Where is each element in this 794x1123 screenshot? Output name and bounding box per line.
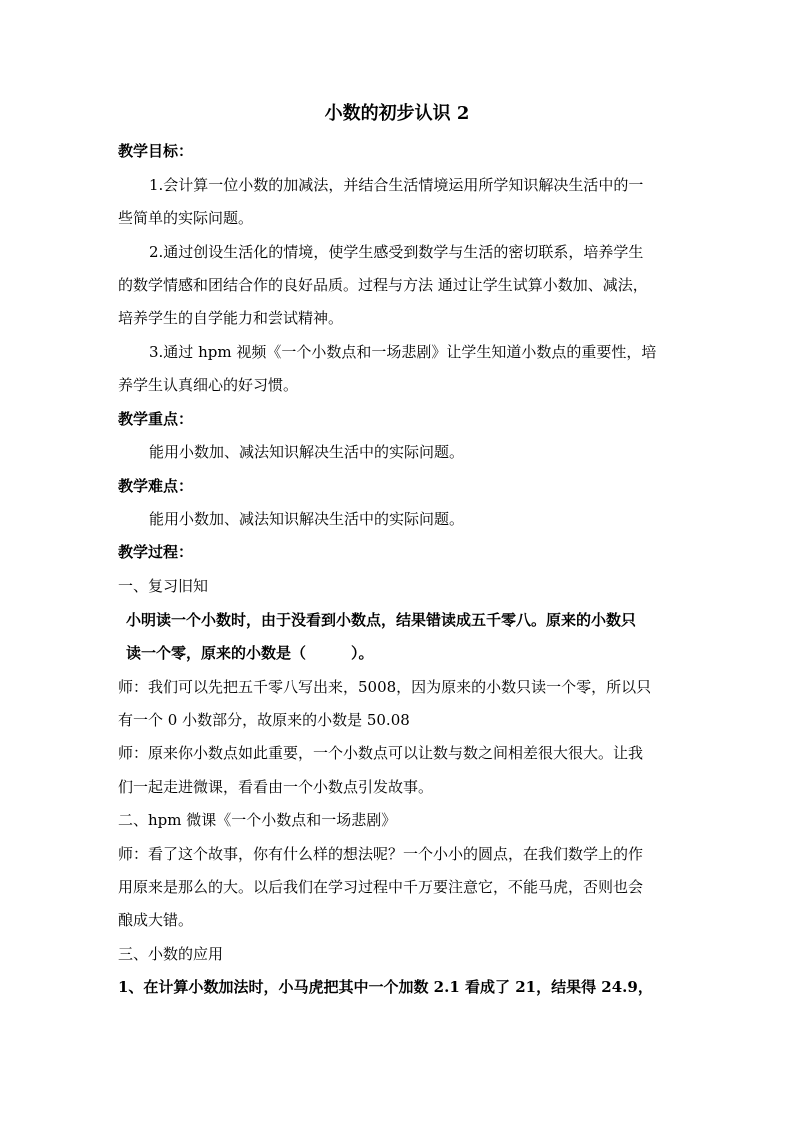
- teacher-line-1a: 师：我们可以先把五千零八写出来，5008，因为原来的小数只读一个零，所以只: [118, 678, 652, 696]
- heading-objectives: 教学目标：: [118, 142, 194, 160]
- key-points-text: 能用小数加、减法知识解决生活中的实际问题。: [149, 443, 465, 461]
- review-question-line-1: 小明读一个小数时，由于没看到小数点，结果错读成五千零八。原来的小数只: [126, 611, 637, 629]
- heading-key-points: 教学重点：: [118, 410, 194, 428]
- section-1-heading: 一、复习旧知: [118, 577, 209, 595]
- teacher-line-2a: 师：原来你小数点如此重要，一个小数点可以让数与数之间相差很大很大。让我: [118, 744, 644, 762]
- objective-3-line-2: 养学生认真细心的好习惯。: [118, 376, 299, 394]
- heading-difficulties: 教学难点：: [118, 477, 194, 495]
- objective-2-line-2: 的数学情感和团结合作的良好品质。过程与方法 通过让学生试算小数加、减法，: [118, 276, 648, 294]
- exercise-1-text: 1、在计算小数加法时，小马虎把其中一个加数 2.1 看成了 21，结果得 24.9，: [118, 978, 653, 996]
- objective-2-line-3: 培养学生的自学能力和尝试精神。: [118, 309, 344, 327]
- objective-1-line-2: 些简单的实际问题。: [118, 209, 254, 227]
- heading-process: 教学过程：: [118, 543, 194, 561]
- teacher-line-1b: 有一个 0 小数部分，故原来的小数是 50.08: [118, 711, 410, 729]
- section-2-heading: 二、hpm 微课《一个小数点和一场悲剧》: [118, 811, 397, 829]
- teacher-line-3a: 师：看了这个故事，你有什么样的想法呢？一个小小的圆点，在我们数学上的作: [118, 845, 644, 863]
- difficulties-text: 能用小数加、减法知识解决生活中的实际问题。: [149, 510, 465, 528]
- section-3-heading: 三、小数的应用: [118, 945, 224, 963]
- teacher-line-2b: 们一起走进微课，看看由一个小数点引发故事。: [118, 778, 434, 796]
- teacher-line-3b: 用原来是那么的大。以后我们在学习过程中千万要注意它，不能马虎，否则也会: [118, 878, 644, 896]
- objective-1-line-1: 1.会计算一位小数的加减法，并结合生活情境运用所学知识解决生活中的一: [149, 176, 644, 194]
- page-title: 小数的初步认识 2: [324, 103, 470, 124]
- objective-3-line-1: 3.通过 hpm 视频《一个小数点和一场悲剧》让学生知道小数点的重要性，培: [149, 343, 657, 361]
- review-question-line-2: 读一个零，原来的小数是（ ）。: [126, 644, 374, 662]
- objective-2-line-1: 2.通过创设生活化的情境，使学生感受到数学与生活的密切联系，培养学生: [149, 243, 644, 261]
- teacher-line-3c: 酿成大错。: [118, 911, 194, 929]
